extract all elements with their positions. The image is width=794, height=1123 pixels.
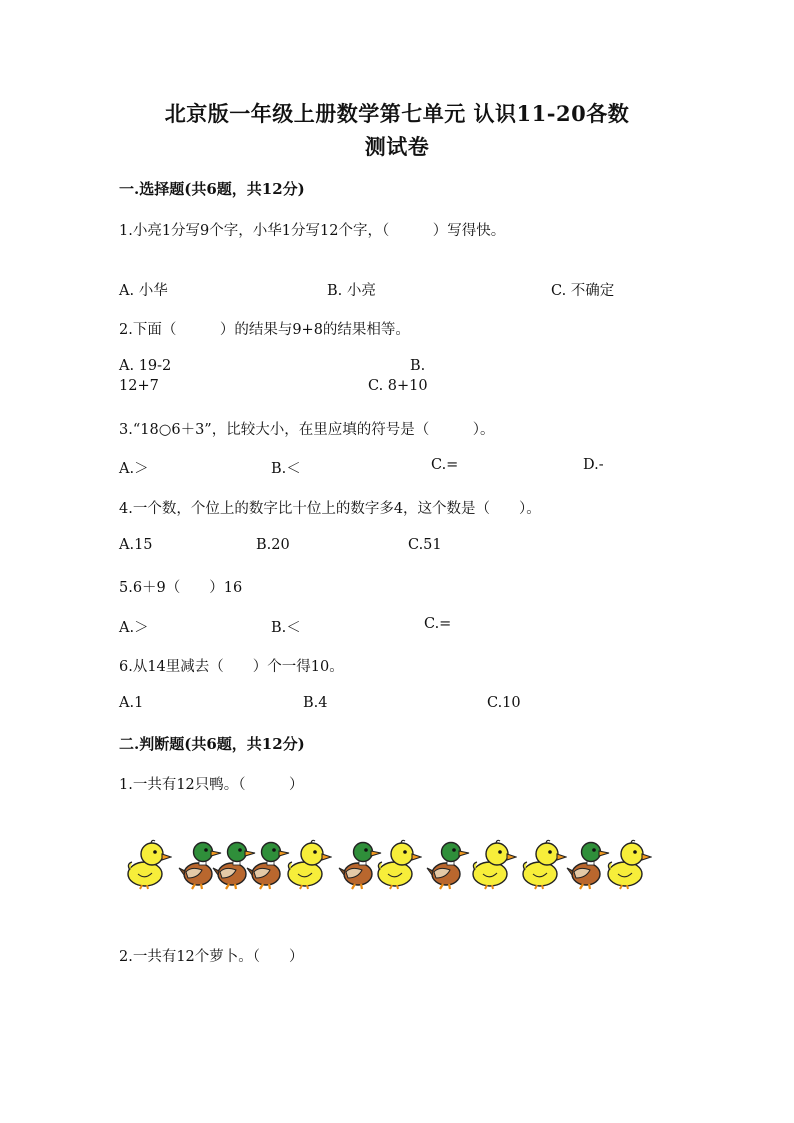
q1-3-option-c: C.= [431,457,459,473]
q1-2-option-b-value: 12+7 [119,378,159,394]
chick-icon [374,838,422,890]
chick-icon [469,838,517,890]
q1-1-option-b: B. 小亮 [327,283,376,299]
chick-icon [284,838,332,890]
ducks-figure [124,838,664,894]
q1-1-option-c: C. 不确定 [551,283,615,299]
question-1-5: 5.6＋9（ ）16 [119,580,243,596]
q1-1-option-a: A. 小华 [119,283,168,299]
page-title-line-2: 测试卷 [364,134,430,159]
question-2-2: 2.一共有12个萝卜。（ ） [119,949,304,965]
question-1-1: 1.小亮1分写9个字，小华1分写12个字，（ ）写得快。 [119,223,506,239]
q1-2-option-c: C. 8+10 [368,378,428,394]
q1-5-option-b: B.＜ [271,620,301,636]
section-1-heading: 一.选择题(共6题，共12分) [119,180,305,198]
q1-6-option-b: B.4 [303,695,328,711]
q1-5-option-c: C.= [424,616,452,632]
q1-3-option-d: D.- [583,457,604,473]
q1-5-option-a: A.＞ [119,620,149,636]
q1-4-option-a: A.15 [119,537,153,553]
duck-icon [424,838,472,890]
section-2-heading: 二.判断题(共6题，共12分) [119,735,305,753]
question-1-6: 6.从14里减去（ ）个一得10。 [119,659,344,675]
page-title-line-1: 北京版一年级上册数学第七单元 认识11-20各数 [164,101,630,126]
question-1-2: 2.下面（ ）的结果与9+8的结果相等。 [119,322,410,338]
question-1-4: 4.一个数，个位上的数字比十位上的数字多4，这个数是（ ）。 [119,501,541,517]
q1-4-option-b: B.20 [256,537,290,553]
q1-4-option-c: C.51 [408,537,442,553]
q1-2-option-b-label: B. [410,358,426,374]
q1-2-option-a: A. 19-2 [119,358,172,374]
chick-icon [519,838,567,890]
q1-3-option-b: B.＜ [271,461,301,477]
q1-3-option-a: A.＞ [119,461,149,477]
q1-6-option-a: A.1 [119,695,144,711]
question-2-1: 1.一共有12只鸭。（ ） [119,777,304,793]
q1-6-option-c: C.10 [487,695,521,711]
chick-icon [604,838,652,890]
question-1-3: 3.“18○6＋3”，比较大小，在里应填的符号是（ ）。 [119,422,495,438]
chick-icon [124,838,172,890]
